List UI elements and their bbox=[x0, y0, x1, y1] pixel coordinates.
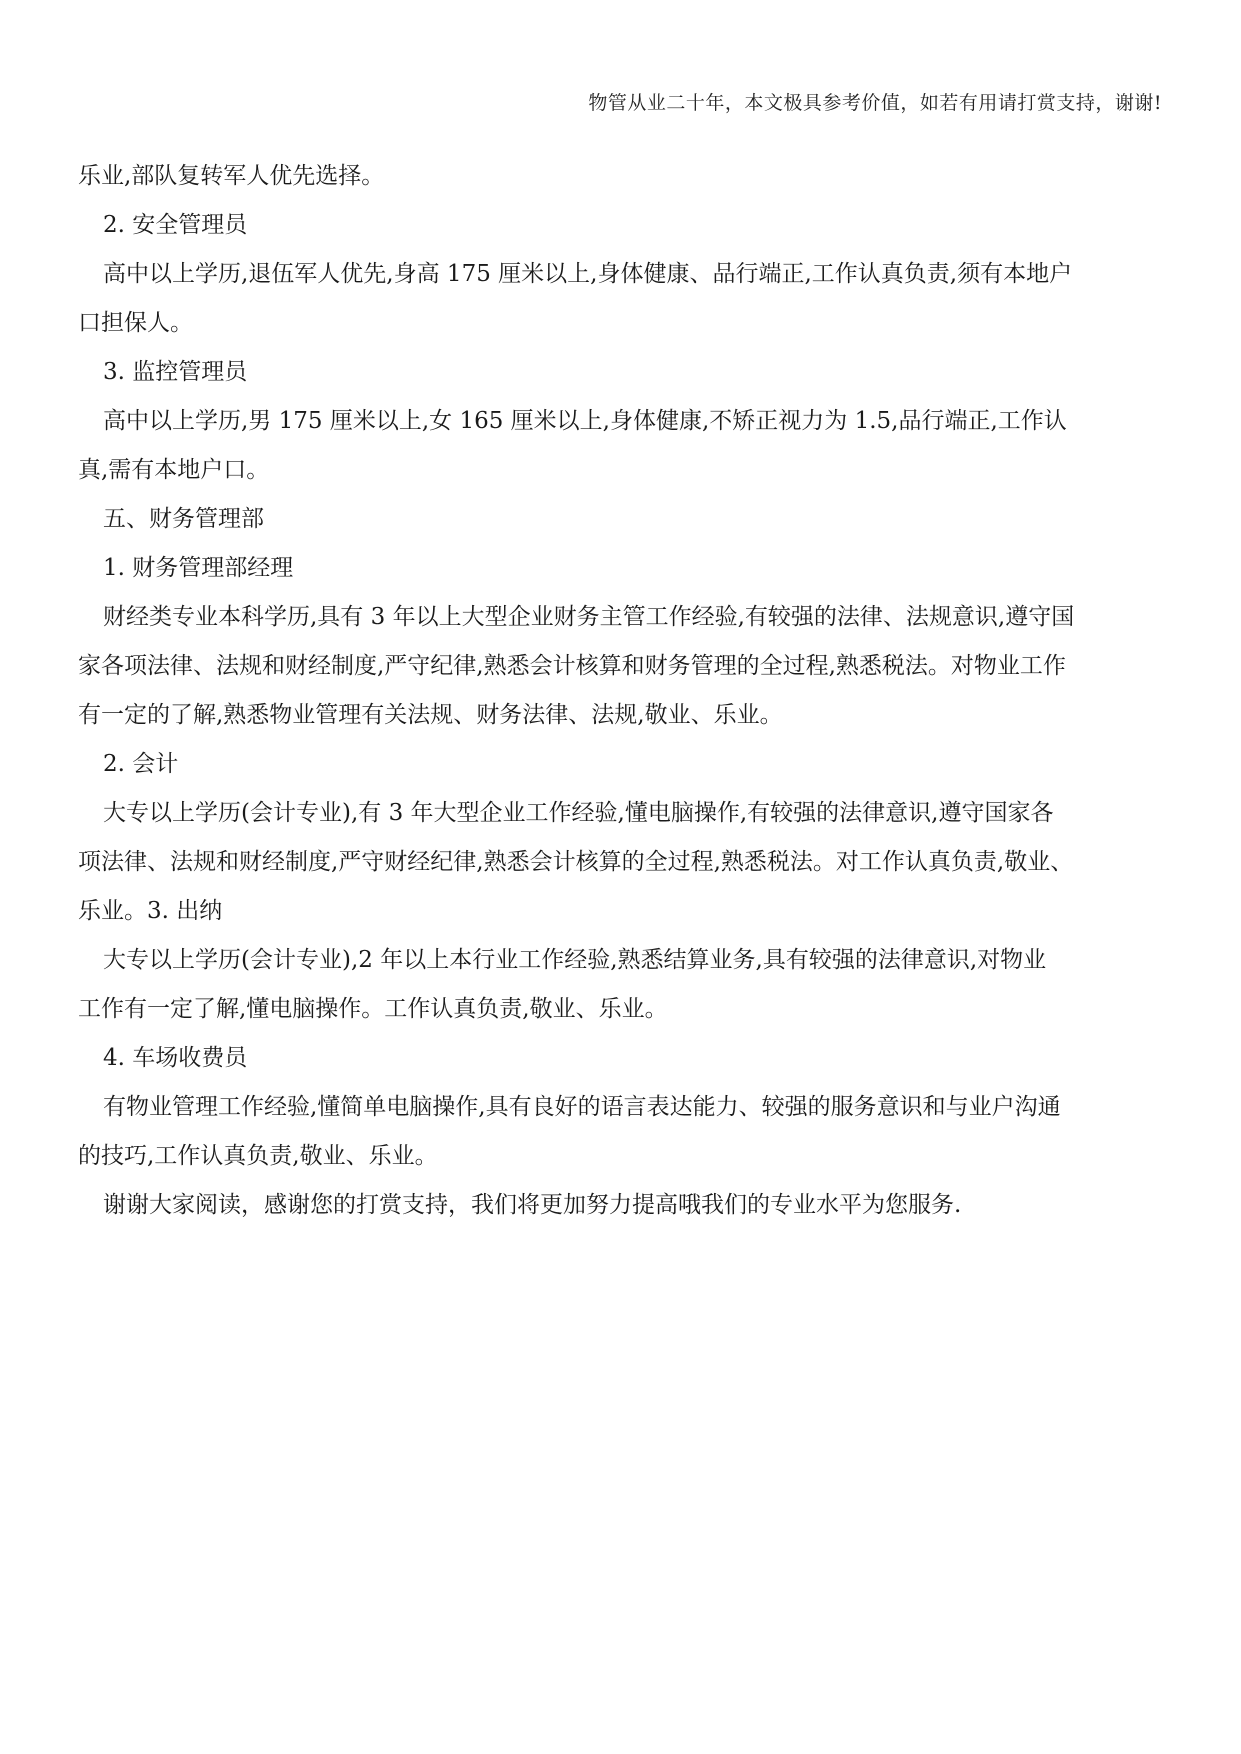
paragraph-line: 大专以上学历(会计专业),2 年以上本行业工作经验,熟悉结算业务,具有较强的法律意识,对物业 bbox=[103, 947, 1047, 973]
section-heading: 3. 监控管理员 bbox=[103, 359, 248, 385]
paragraph-line: 大专以上学历(会计专业),有 3 年大型企业工作经验,懂电脑操作,有较强的法律意识,遵守国家各 bbox=[103, 800, 1054, 826]
section-heading: 2. 安全管理员 bbox=[103, 212, 248, 238]
header-note: 物管从业二十年，本文极具参考价值，如若有用请打赏支持，谢谢! bbox=[588, 92, 1162, 114]
paragraph-line: 有一定的了解,熟悉物业管理有关法规、财务法律、法规,敬业、乐业。 bbox=[78, 702, 783, 728]
paragraph-line: 高中以上学历,男 175 厘米以上,女 165 厘米以上,身体健康,不矫正视力为 1.5,品行端正,工作认 bbox=[103, 408, 1067, 434]
paragraph-line: 乐业,部队复转军人优先选择。 bbox=[78, 163, 385, 189]
paragraph-line: 工作有一定了解,懂电脑操作。工作认真负责,敬业、乐业。 bbox=[78, 996, 668, 1022]
paragraph-line: 家各项法律、法规和财经制度,严守纪律,熟悉会计核算和财务管理的全过程,熟悉税法。对物业工作 bbox=[78, 653, 1066, 679]
section-heading: 4. 车场收费员 bbox=[103, 1045, 248, 1071]
paragraph-line: 财经类专业本科学历,具有 3 年以上大型企业财务主管工作经验,有较强的法律、法规意识,遵守国 bbox=[103, 604, 1075, 630]
paragraph-line: 真,需有本地户口。 bbox=[78, 457, 270, 483]
paragraph-line: 高中以上学历,退伍军人优先,身高 175 厘米以上,身体健康、品行端正,工作认真负责,须有本地户 bbox=[103, 261, 1073, 287]
paragraph-line: 乐业。3. 出纳 bbox=[78, 898, 223, 924]
document-body bbox=[78, 152, 1168, 1230]
paragraph-line: 项法律、法规和财经制度,严守财经纪律,熟悉会计核算的全过程,熟悉税法。对工作认真负责,敬业、 bbox=[78, 849, 1074, 875]
paragraph-line: 的技巧,工作认真负责,敬业、乐业。 bbox=[78, 1143, 438, 1169]
section-heading: 2. 会计 bbox=[103, 751, 179, 777]
paragraph-line: 口担保人。 bbox=[78, 310, 193, 336]
section-heading: 1. 财务管理部经理 bbox=[103, 555, 294, 581]
section-heading: 五、财务管理部 bbox=[103, 506, 264, 532]
paragraph-line: 有物业管理工作经验,懂简单电脑操作,具有良好的语言表达能力、较强的服务意识和与业户沟通 bbox=[103, 1094, 1061, 1120]
closing-line: 谢谢大家阅读，感谢您的打赏支持，我们将更加努力提高哦我们的专业水平为您服务. bbox=[103, 1192, 962, 1218]
